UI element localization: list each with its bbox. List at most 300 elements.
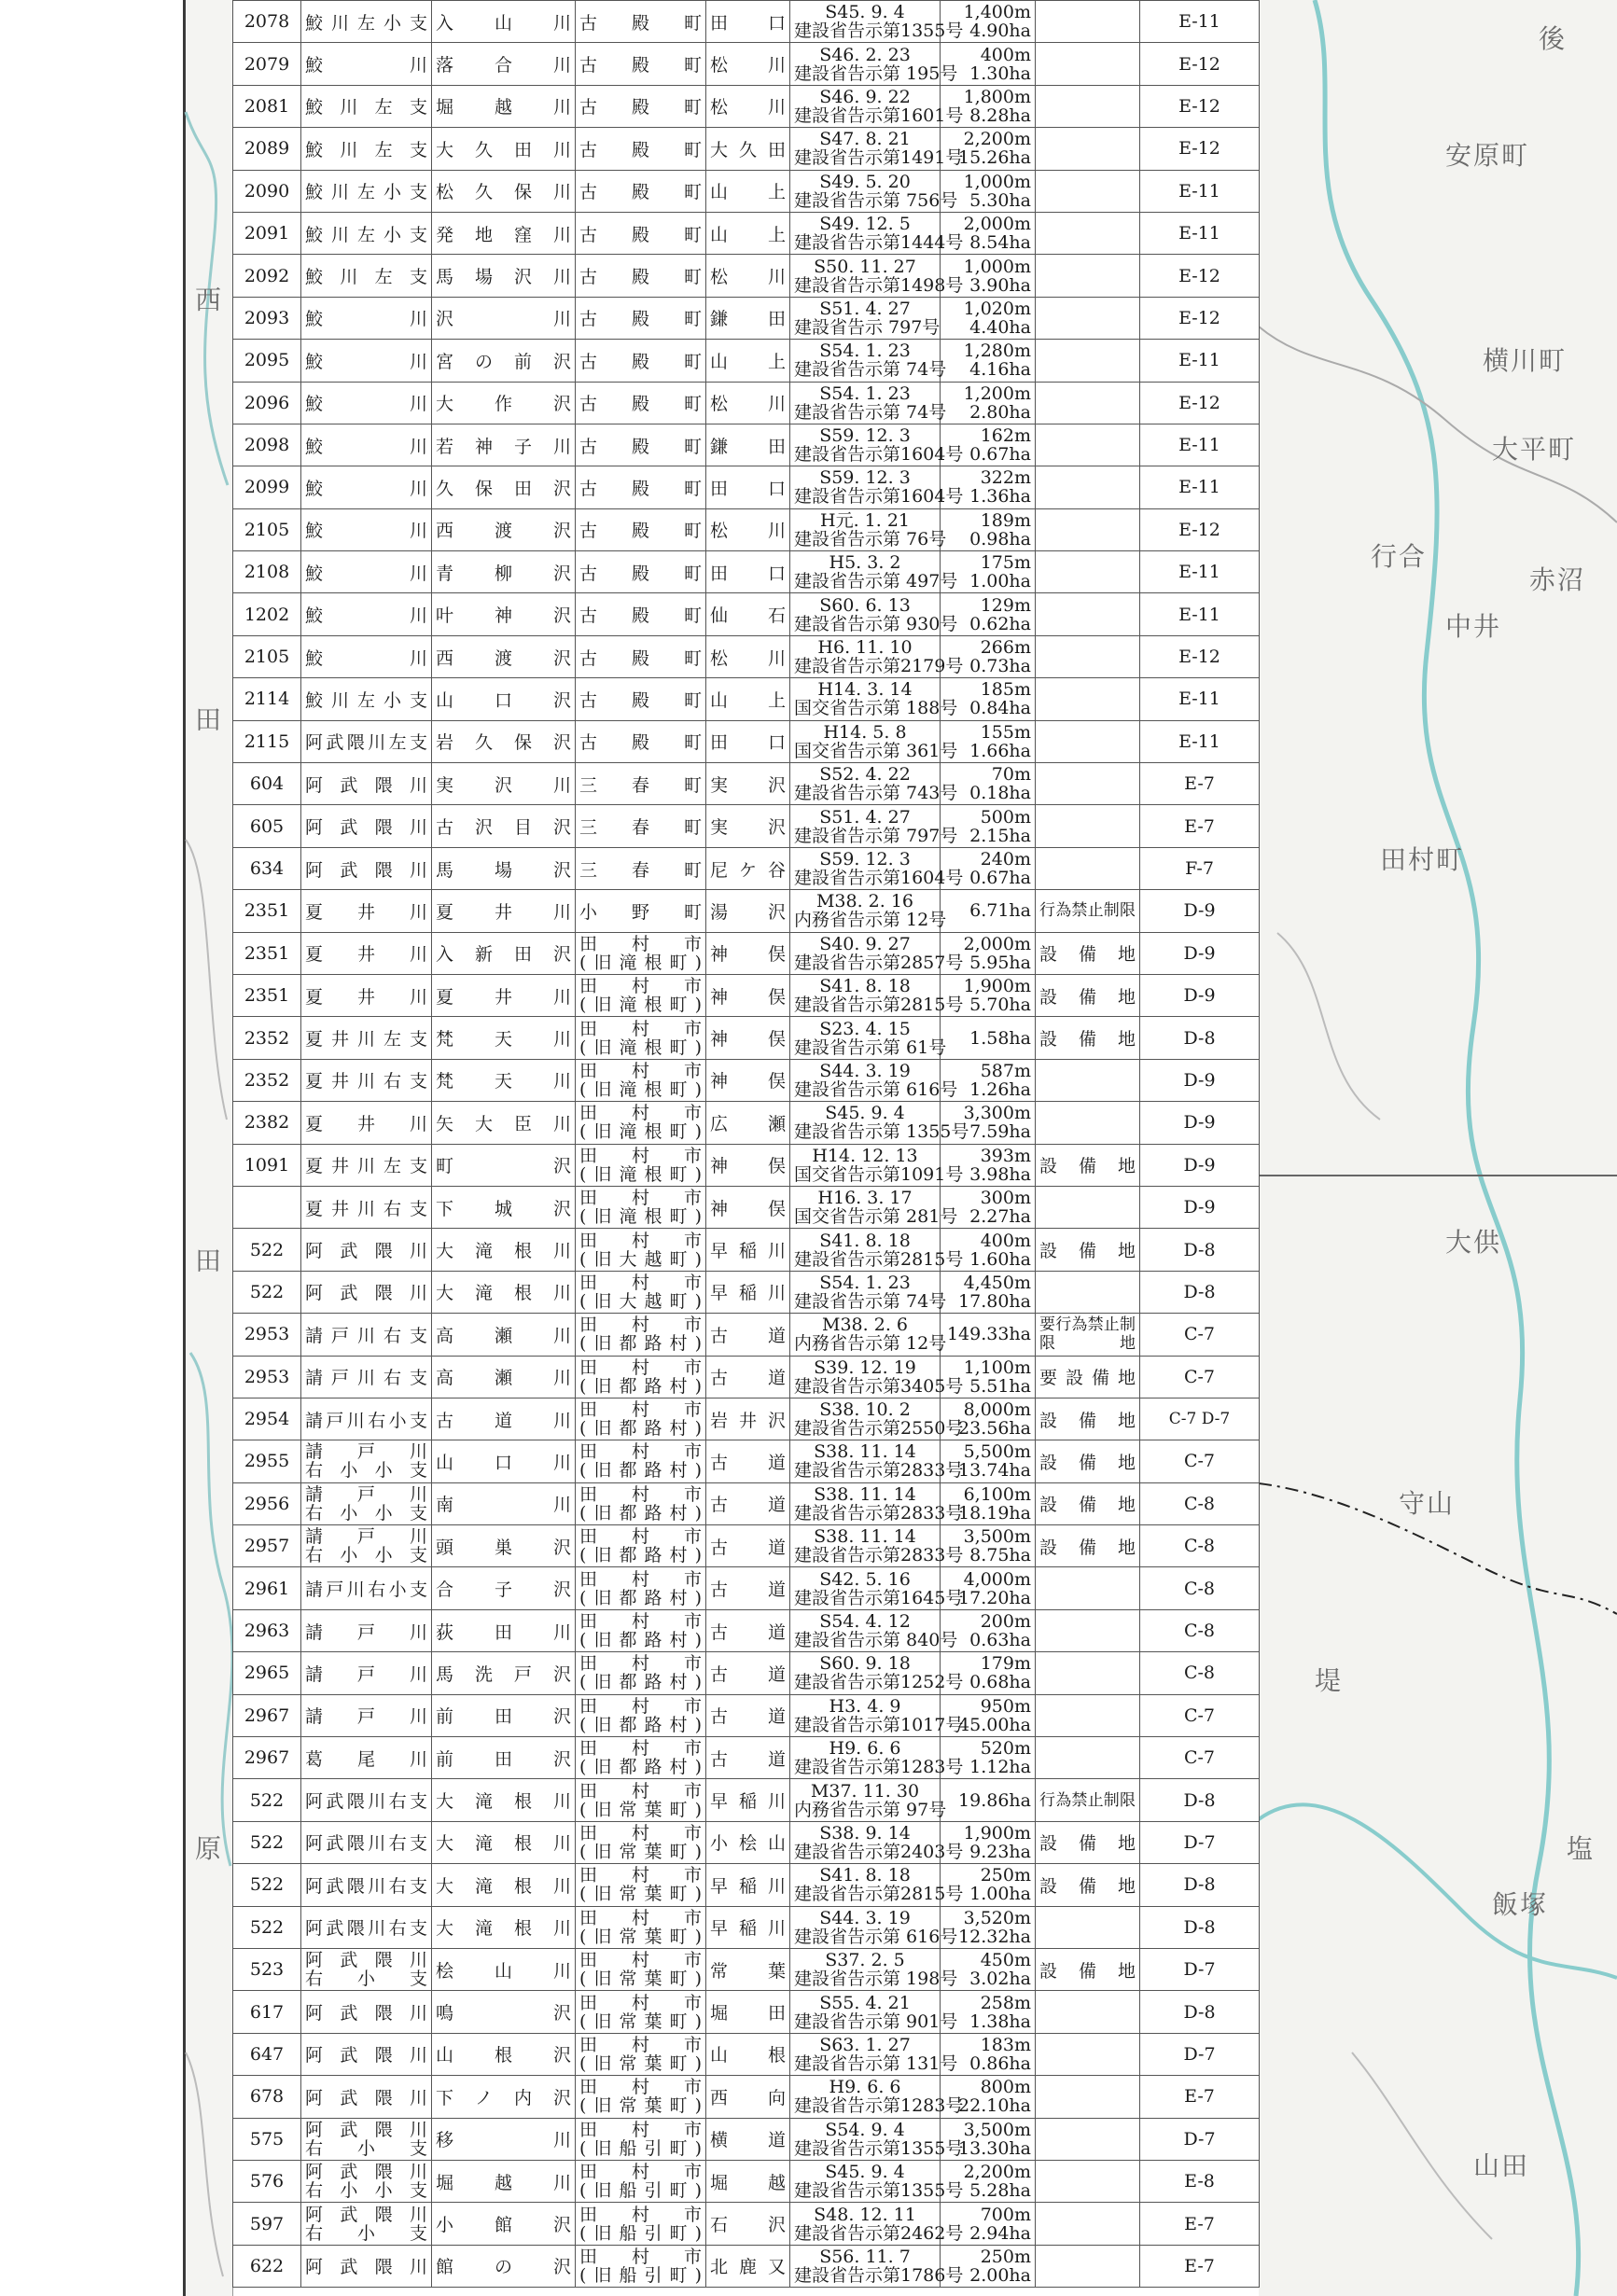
cell-municipality [576, 974, 706, 1016]
cell-line: S56. 11. 7 [819, 2246, 911, 2267]
cell-number: 2953 [233, 1314, 301, 1356]
cell-map-grid: E-7 [1140, 805, 1260, 847]
cell-notice [790, 1, 964, 43]
cell-district: 堀越 [706, 2160, 790, 2202]
cell-line: 22.10ha [958, 2095, 1031, 2117]
cell-line: 950m [980, 1695, 1031, 1717]
cell-map-grid: E-7 [1140, 2245, 1260, 2287]
cell-line: 建設省告示第1444号 [794, 232, 964, 254]
cell-number: 2105 [233, 635, 301, 677]
cell-number: 622 [233, 2245, 301, 2287]
cell-river-system: 阿武隈川右支 [301, 1779, 432, 1821]
cell-river-system: 鮫川 [301, 424, 432, 466]
cell-remarks: 設備地 [1036, 932, 1140, 974]
cell-map-grid: E-12 [1140, 635, 1260, 677]
cell-line: 7.59ha [969, 1121, 1031, 1143]
cell-line: 0.67ha [969, 868, 1031, 888]
cell-map-grid: D-8 [1140, 1271, 1260, 1313]
cell-notice [790, 255, 964, 297]
table-row [233, 1567, 1260, 1609]
cell-notice [790, 128, 964, 170]
cell-district: 実沢 [706, 763, 790, 805]
cell-remarks [1036, 170, 1140, 212]
cell-river-system: 阿武隈川右支 [301, 1906, 432, 1948]
cell-river-system [301, 1440, 432, 1482]
cell-notice [790, 1186, 958, 1228]
cell-river-system: 鮫川 [301, 43, 432, 85]
map-label: 大供 [1445, 1227, 1502, 1258]
cell-line: 200m [980, 1611, 1031, 1633]
cell-remarks [1036, 2033, 1140, 2075]
cell-number: 2108 [233, 551, 301, 593]
cell-line: S54. 1. 23 [819, 1272, 911, 1293]
table-row [233, 1779, 1260, 1821]
cell-remarks: 設備地 [1036, 1821, 1140, 1863]
cell-line: 建設省告示第2833号 [794, 1502, 964, 1524]
cell-notice [790, 1906, 958, 1948]
cell-river-name: 久保田沢 [432, 466, 576, 508]
cell-river-name: 入新田沢 [432, 932, 576, 974]
cell-municipality [576, 1186, 706, 1228]
cell-line: 田村市 [579, 1611, 702, 1633]
cell-notice [790, 847, 964, 889]
table-row [233, 297, 1260, 339]
cell-river-name: 高瀬川 [432, 1314, 576, 1356]
cell-remarks: 要行為禁止制限地 [1036, 1314, 1140, 1356]
cell-line: 建設省告示第 74号 [794, 359, 947, 381]
cell-river-system: 阿武隈川 [301, 763, 432, 805]
cell-line: S38. 11. 14 [814, 1483, 916, 1505]
cell-municipality [576, 1779, 706, 1821]
cell-number: 2956 [233, 1482, 301, 1524]
cell-number: 2090 [233, 170, 301, 212]
cell-river-system: 請戸川右支 [301, 1314, 432, 1356]
cell-remarks: 設備地 [1036, 1229, 1140, 1271]
cell-line: 1.12ha [969, 1757, 1031, 1778]
cell-line: 700m [980, 2204, 1031, 2225]
cell-river-name: 宮の前沢 [432, 340, 576, 382]
cell-river-system: 請戸川 [301, 1609, 432, 1651]
cell-river-name: 馬場沢 [432, 847, 576, 889]
cell-map-grid: D-9 [1140, 1144, 1260, 1186]
cell-number: 2352 [233, 1059, 301, 1101]
cell-length-area [941, 340, 1036, 382]
cell-line: (旧船引町) [579, 2264, 702, 2286]
table-row [233, 85, 1260, 127]
cell-river-system: 夏井川 [301, 890, 432, 932]
cell-line: (旧常葉町) [579, 2011, 702, 2032]
cell-line: H6. 11. 10 [817, 637, 913, 659]
cell-map-grid: C-7 [1140, 1356, 1260, 1398]
cell-line: (旧都路村) [579, 1545, 702, 1566]
cell-map-grid: E-12 [1140, 382, 1260, 424]
cell-river-name: 頭巣沢 [432, 1525, 576, 1567]
cell-notice [790, 85, 964, 127]
cell-line: (旧常葉町) [579, 1884, 702, 1905]
cell-municipality: 古殿町 [576, 128, 706, 170]
cell-line: 18.19ha [958, 1502, 1031, 1524]
cell-remarks: 設備地 [1036, 1948, 1140, 1990]
cell-line: S50. 11. 27 [814, 256, 916, 277]
cell-notice [790, 1864, 964, 1906]
cell-line: 12.32ha [958, 1926, 1031, 1947]
map-label: 安原町 [1445, 140, 1530, 171]
cell-line: 建設省告示第1604号 [794, 486, 964, 508]
cell-river-system [301, 2118, 432, 2160]
cell-line: S60. 6. 13 [819, 594, 911, 616]
cell-remarks: 設備地 [1036, 1482, 1140, 1524]
cell-line: 田村市 [579, 2119, 702, 2140]
table-row [233, 847, 1260, 889]
cell-number: 2095 [233, 340, 301, 382]
cell-line: 建設省告示第2815号 [794, 995, 964, 1016]
cell-river-system: 阿武隈川 [301, 805, 432, 847]
cell-notice [790, 1398, 964, 1440]
cell-line: S45. 9. 4 [825, 2, 905, 23]
cell-line: 185m [980, 679, 1031, 701]
cell-notice [790, 1779, 947, 1821]
map-label: 中井 [1445, 611, 1502, 642]
cell-line: S42. 5. 16 [819, 1568, 911, 1590]
cell-line: 建設省告示第 76号 [794, 528, 947, 550]
cell-line: 建設省告示第1786号 [794, 2264, 964, 2286]
cell-line: (旧都路村) [579, 1502, 702, 1524]
cell-river-name: 夏井川 [432, 974, 576, 1016]
table-row [233, 2245, 1260, 2287]
cell-river-name: 梵天川 [432, 1059, 576, 1101]
cell-river-name: 岩久保沢 [432, 720, 576, 762]
cell-river-name: 大滝根川 [432, 1229, 576, 1271]
table-row [233, 1821, 1260, 1863]
cell-line: 393m [980, 1145, 1031, 1166]
cell-notice [790, 1991, 958, 2033]
cell-notice [790, 1229, 964, 1271]
cell-line: 田村市 [579, 1907, 702, 1928]
cell-line: 1.66ha [969, 740, 1031, 761]
cell-river-name: 南川 [432, 1482, 576, 1524]
cell-municipality [576, 1059, 706, 1101]
cell-map-grid: E-7 [1140, 2076, 1260, 2118]
cell-line: 1,100m [963, 1357, 1031, 1378]
cell-municipality: 三春町 [576, 763, 706, 805]
cell-notice [790, 2203, 964, 2245]
cell-river-system: 阿武隈川 [301, 2076, 432, 2118]
cell-remarks [1036, 508, 1140, 550]
cell-municipality [576, 2160, 706, 2202]
cell-line: 内務省告示第 97号 [794, 1799, 947, 1820]
cell-length-area [941, 1779, 1036, 1821]
cell-district: 北鹿又 [706, 2245, 790, 2287]
cell-river-system: 夏井川左支 [301, 1144, 432, 1186]
cell-line: 建設省告示第1498号 [794, 274, 964, 296]
cell-line: 建設省告示第1017号 [794, 1714, 964, 1735]
table-row [233, 1906, 1260, 1948]
cell-district: 大久田 [706, 128, 790, 170]
map-label: 山田 [1473, 2150, 1530, 2181]
cell-line: S63. 1. 27 [819, 2034, 911, 2055]
cell-remarks [1036, 297, 1140, 339]
cell-notice [790, 2245, 964, 2287]
cell-district: 神俣 [706, 1059, 790, 1101]
cell-line: 1,280m [963, 341, 1031, 362]
cell-line: H14. 3. 14 [817, 679, 913, 701]
cell-notice [790, 1821, 964, 1863]
cell-line: 322m [980, 467, 1031, 489]
cell-notice [790, 2118, 964, 2160]
cell-line: 建設省告示第2833号 [794, 1545, 964, 1566]
cell-remarks [1036, 1186, 1140, 1228]
cell-river-name: 夏井川 [432, 890, 576, 932]
cell-line: 建設省告示第2462号 [794, 2222, 964, 2244]
cell-line: S51. 4. 27 [819, 806, 911, 828]
cell-map-grid: C-8 [1140, 1525, 1260, 1567]
cell-number: 2091 [233, 212, 301, 254]
cell-river-name: 桧山川 [432, 1948, 576, 1990]
cell-municipality [576, 1694, 706, 1736]
cell-river-system: 請戸川 [301, 1694, 432, 1736]
cell-line: 5,500m [963, 1441, 1031, 1463]
cell-line: 田村市 [579, 1399, 702, 1421]
cell-district: 堀田 [706, 1991, 790, 2033]
cell-map-grid: E-8 [1140, 2160, 1260, 2202]
cell-line: S54. 9. 4 [825, 2119, 905, 2140]
cell-notice [790, 1652, 964, 1694]
cell-river-system: 夏井川 [301, 932, 432, 974]
cell-remarks: 設備地 [1036, 974, 1140, 1016]
cell-district: 古道 [706, 1609, 790, 1651]
cell-line: 建設省告示第 74号 [794, 401, 947, 423]
cell-line: 阿武隈川 [305, 2204, 427, 2225]
cell-line: 右小小支 [305, 1545, 427, 1566]
cell-line: 田村市 [579, 1822, 702, 1844]
cell-line: (旧都路村) [579, 1418, 702, 1440]
cell-river-name: 松久保川 [432, 170, 576, 212]
cell-district: 鎌田 [706, 424, 790, 466]
cell-river-system: 阿武隈川 [301, 2245, 432, 2287]
cell-river-name: 馬場沢川 [432, 255, 576, 297]
table-row [233, 890, 1260, 932]
cell-line: (旧滝根町) [579, 1163, 702, 1185]
cell-district: 実沢 [706, 805, 790, 847]
cell-line: 建設省告示第1604号 [794, 444, 964, 466]
cell-map-grid: E-12 [1140, 128, 1260, 170]
cell-line: 6,100m [963, 1483, 1031, 1505]
cell-line: (旧滝根町) [579, 1206, 702, 1228]
cell-map-grid: D-7 [1140, 1821, 1260, 1863]
cell-municipality: 三春町 [576, 847, 706, 889]
table-row [233, 1652, 1260, 1694]
cell-river-system [301, 1948, 432, 1990]
cell-notice [790, 1271, 947, 1313]
cell-river-system [301, 2160, 432, 2202]
cell-remarks: 行為禁止制限 [1036, 1779, 1140, 1821]
cell-line: H元. 1. 21 [820, 509, 910, 531]
table-row [233, 720, 1260, 762]
cell-municipality: 古殿町 [576, 466, 706, 508]
cell-river-name: 古道川 [432, 1398, 576, 1440]
cell-river-system: 葛尾川 [301, 1737, 432, 1779]
cell-number: 1202 [233, 593, 301, 635]
table-row [233, 1059, 1260, 1101]
cell-remarks [1036, 635, 1140, 677]
cell-line: 500m [980, 806, 1031, 828]
cell-line: 建設省告示第 901号 [794, 2011, 958, 2032]
cell-river-system: 鮫川左支 [301, 255, 432, 297]
cell-river-name: 前田沢 [432, 1694, 576, 1736]
cell-length-area [941, 1271, 1036, 1313]
cell-line: S55. 4. 21 [819, 1992, 911, 2013]
cell-line: (旧都路村) [579, 1375, 702, 1397]
map-label: 西 [195, 285, 224, 315]
cell-line: 300m [980, 1188, 1031, 1209]
cell-number: 678 [233, 2076, 301, 2118]
cell-line: 0.63ha [969, 1630, 1031, 1651]
cell-notice [790, 1017, 947, 1059]
cell-river-name: 馬洗戸沢 [432, 1652, 576, 1694]
cell-remarks: 設備地 [1036, 1525, 1140, 1567]
cell-line: S52. 4. 22 [819, 764, 911, 786]
cell-line: (旧常葉町) [579, 1926, 702, 1947]
cell-line: 建設省告示第1601号 [794, 104, 964, 126]
cell-notice [790, 297, 941, 339]
table-row [233, 1398, 1260, 1440]
table-row [233, 1144, 1260, 1186]
cell-line: 0.98ha [969, 528, 1031, 550]
cell-river-system: 鮫川 [301, 466, 432, 508]
cell-line: 1,800m [963, 86, 1031, 107]
cell-district: 小桧山 [706, 1821, 790, 1863]
cell-line: S41. 8. 18 [819, 976, 911, 997]
cell-river-name: 荻田川 [432, 1609, 576, 1651]
cell-line: 162m [980, 425, 1031, 447]
cell-river-system: 阿武隈川右支 [301, 1821, 432, 1863]
cell-line: 田村市 [579, 1103, 702, 1124]
cell-line: S51. 4. 27 [819, 298, 911, 319]
cell-line: 17.80ha [958, 1290, 1031, 1312]
cell-line: 155m [980, 721, 1031, 743]
cell-river-system: 鮫川 [301, 593, 432, 635]
cell-river-name: 大滝根川 [432, 1779, 576, 1821]
cell-municipality: 小野町 [576, 890, 706, 932]
cell-line: 田村市 [579, 2034, 702, 2055]
cell-river-system: 鮫川左小支 [301, 170, 432, 212]
cell-river-system: 阿武隈川 [301, 1229, 432, 1271]
cell-line: 5.28ha [969, 2180, 1031, 2202]
cell-length-area [941, 297, 1036, 339]
cell-line: S38. 11. 14 [814, 1441, 916, 1463]
cell-map-grid: E-11 [1140, 466, 1260, 508]
cell-district: 古道 [706, 1567, 790, 1609]
cell-map-grid: D-8 [1140, 1779, 1260, 1821]
table-row [233, 1271, 1260, 1313]
cell-municipality: 古殿町 [576, 340, 706, 382]
cell-district: 神俣 [706, 1186, 790, 1228]
cell-line: 内務省告示第 12号 [794, 1333, 947, 1355]
cell-line: 1,020m [963, 298, 1031, 319]
cell-municipality [576, 1102, 706, 1144]
cell-map-grid: D-9 [1140, 890, 1260, 932]
cell-line: M38. 2. 16 [815, 891, 914, 912]
cell-line: H14. 12. 13 [812, 1145, 918, 1166]
cell-line: 建設省告示第1283号 [794, 1757, 964, 1778]
cell-district: 松川 [706, 255, 790, 297]
cell-line: S23. 4. 15 [819, 1018, 911, 1039]
cell-number: 2351 [233, 974, 301, 1016]
cell-map-grid: E-11 [1140, 678, 1260, 720]
cell-line: 阿武隈川 [305, 2119, 427, 2140]
cell-river-name: 下城沢 [432, 1186, 576, 1228]
cell-line: (旧滝根町) [579, 1121, 702, 1143]
cell-map-grid: E-12 [1140, 255, 1260, 297]
cell-number: 634 [233, 847, 301, 889]
cell-line: 建設省告示第1252号 [794, 1672, 964, 1693]
cell-line: 請戸川 [305, 1526, 427, 1548]
cell-line: 建設省告示第1645号 [794, 1587, 964, 1608]
cell-number: 647 [233, 2033, 301, 2075]
cell-number: 597 [233, 2203, 301, 2245]
cell-river-system: 鮫川左支 [301, 128, 432, 170]
cell-line: (旧都路村) [579, 1757, 702, 1778]
cell-line: (旧都路村) [579, 1672, 702, 1693]
cell-line: H9. 6. 6 [829, 2077, 901, 2098]
cell-municipality [576, 2203, 706, 2245]
cell-river-name: 発地窪川 [432, 212, 576, 254]
cell-line: 建設省告示第 131号 [794, 2052, 958, 2074]
cell-line: 右小小支 [305, 2180, 427, 2202]
cell-district: 岩井沢 [706, 1398, 790, 1440]
cell-river-name: 実沢川 [432, 763, 576, 805]
table-row [233, 593, 1260, 635]
cell-line: 1,400m [963, 2, 1031, 23]
cell-length-area [941, 382, 1036, 424]
cell-river-name: 小館沢 [432, 2203, 576, 2245]
cell-line: 0.68ha [969, 1672, 1031, 1693]
cell-number: 2114 [233, 678, 301, 720]
cell-line: 250m [980, 1865, 1031, 1886]
cell-line: 189m [980, 509, 1031, 531]
cell-number: 2967 [233, 1694, 301, 1736]
cell-river-system: 阿武隈川左支 [301, 720, 432, 762]
cell-line: 266m [980, 637, 1031, 659]
cell-line: 400m [980, 1230, 1031, 1251]
cell-line: 建設省告示第 616号 [794, 1078, 958, 1100]
table-row [233, 1, 1260, 43]
cell-district: 山上 [706, 170, 790, 212]
cell-line: (旧滝根町) [579, 1037, 702, 1058]
cell-line: 建設省告示第 797号 [794, 825, 958, 846]
cell-number [233, 1186, 301, 1228]
table-row [233, 932, 1260, 974]
cell-map-grid: E-7 [1140, 763, 1260, 805]
cell-line: H9. 6. 6 [829, 1738, 901, 1760]
cell-river-name: 西渡沢 [432, 635, 576, 677]
cell-line: 1.00ha [969, 571, 1031, 592]
cell-notice [790, 170, 958, 212]
cell-line: 田村市 [579, 1357, 702, 1378]
cell-municipality [576, 1737, 706, 1779]
cell-line: 17.20ha [958, 1587, 1031, 1608]
cell-line: 建設省告示第 497号 [794, 571, 958, 592]
cell-remarks [1036, 805, 1140, 847]
cell-line: 2.00ha [969, 2264, 1031, 2286]
cell-line: 587m [980, 1060, 1031, 1081]
table-row [233, 974, 1260, 1016]
cell-line: 建設省告示第2550号 [794, 1418, 964, 1440]
cell-notice [790, 720, 958, 762]
cell-remarks [1036, 85, 1140, 127]
cell-line: 23.56ha [958, 1418, 1031, 1440]
cell-line: 田村市 [579, 1060, 702, 1081]
